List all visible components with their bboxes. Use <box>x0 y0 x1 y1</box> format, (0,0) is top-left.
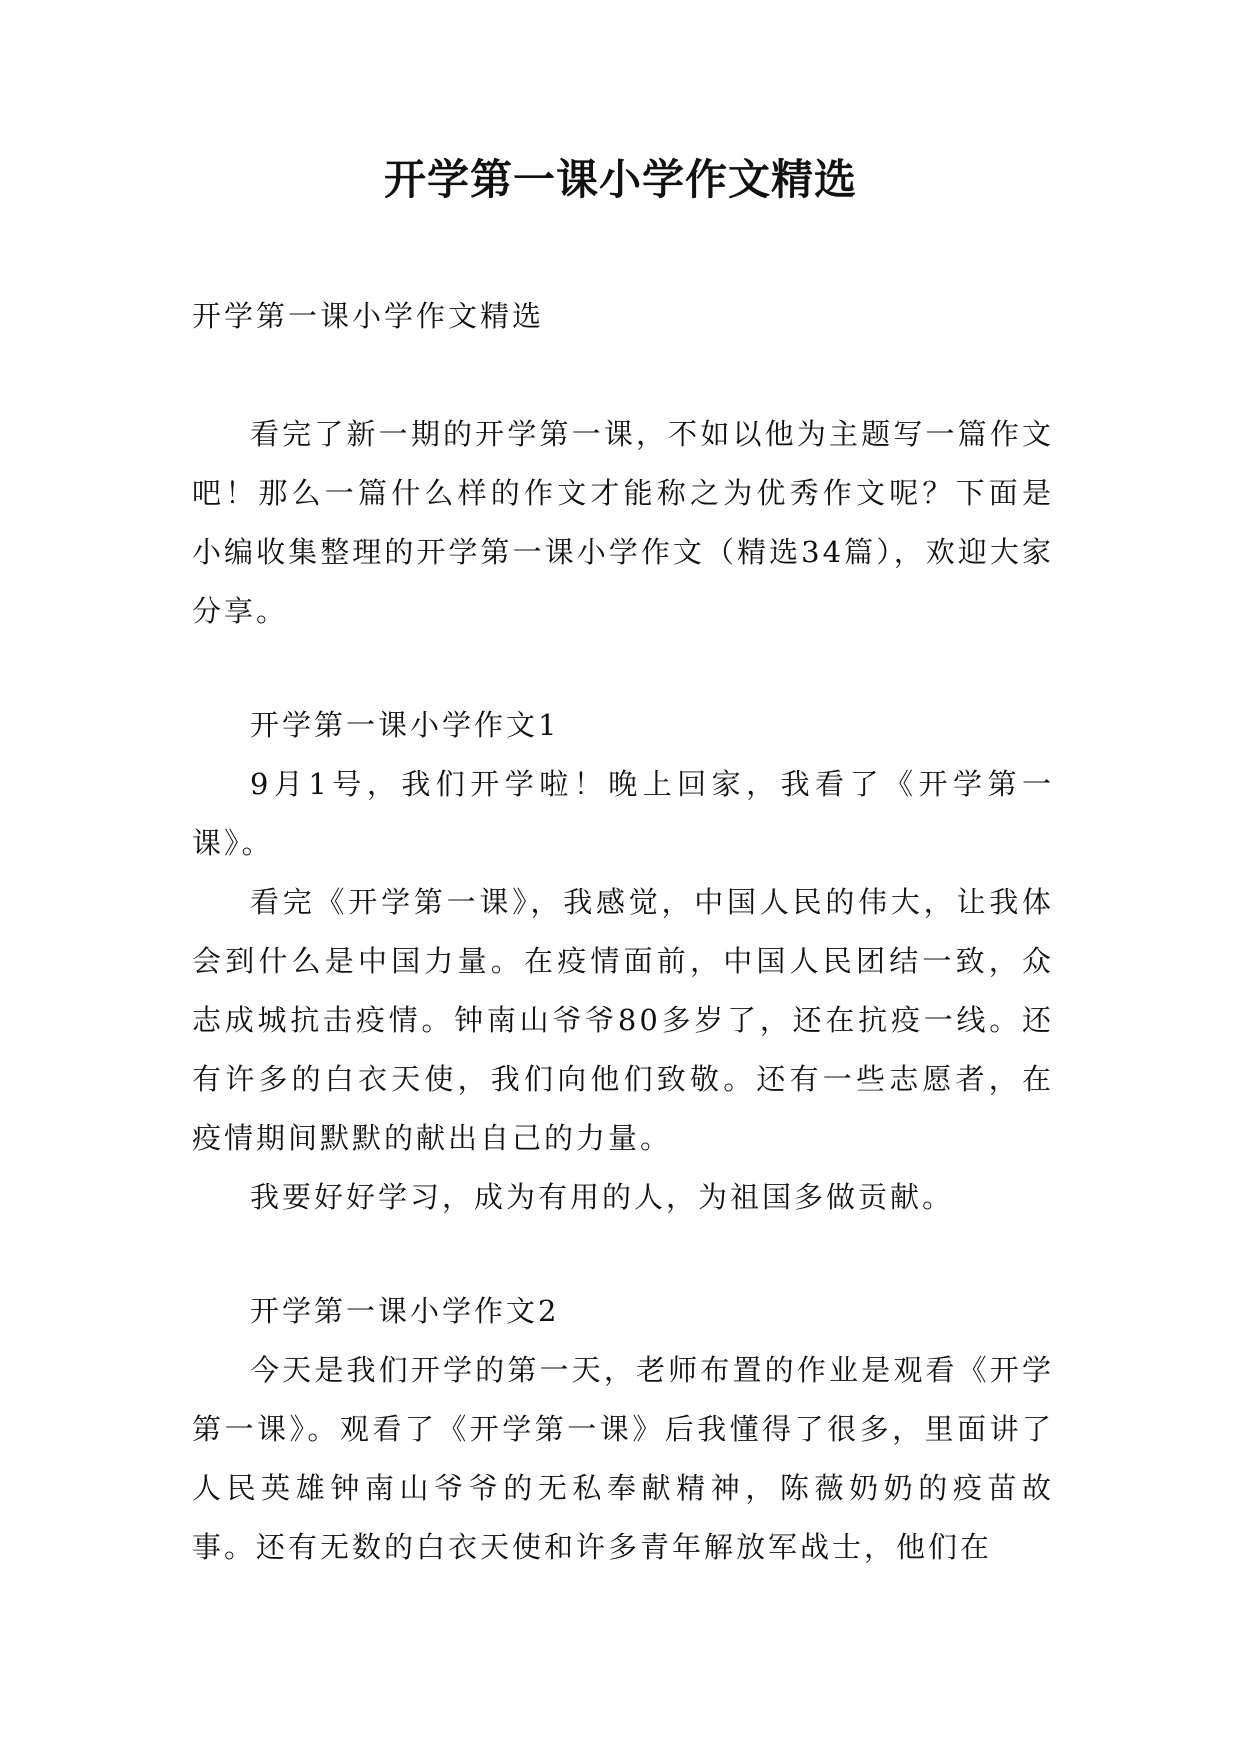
document-body <box>192 287 1054 1577</box>
document-title: 开学第一课小学作文精选 <box>383 155 857 204</box>
essay1-heading: 开学第一课小学作文1 <box>250 708 560 742</box>
intro-paragraph: 看完了新一期的开学第一课，不如以他为主题写一篇作文吧！那么一篇什么样的作文才能称之为优秀作文呢？下面是小编收集整理的开学第一课小学作文（精选34篇），欢迎大家分享。 <box>192 417 1054 628</box>
essay2-paragraph-1: 今天是我们开学的第一天，老师布置的作业是观看《开学第一课》。观看了《开学第一课》后我懂得了很多，里面讲了人民英雄钟南山爷爷的无私奉献精神，陈薇奶奶的疫苗故事。还有无数的白衣天使和许多青年解放军战士，他们在 <box>192 1353 1054 1564</box>
document-subtitle: 开学第一课小学作文精选 <box>192 299 545 333</box>
essay1-paragraph-2: 看完《开学第一课》，我感觉，中国人民的伟大，让我体会到什么是中国力量。在疫情面前，中国人民团结一致，众志成城抗击疫情。钟南山爷爷80多岁了，还在抗疫一线。还有许多的白衣天使，我们向他们致敬。还有一些志愿者，在疫情期间默默的献出自己的力量。 <box>192 885 1054 1155</box>
essay1-paragraph-3: 我要好好学习，成为有用的人，为祖国多做贡献。 <box>250 1180 955 1214</box>
essay2-heading: 开学第一课小学作文2 <box>250 1294 560 1328</box>
essay1-paragraph-1: 9月1号，我们开学啦！晚上回家，我看了《开学第一课》。 <box>192 767 1054 860</box>
